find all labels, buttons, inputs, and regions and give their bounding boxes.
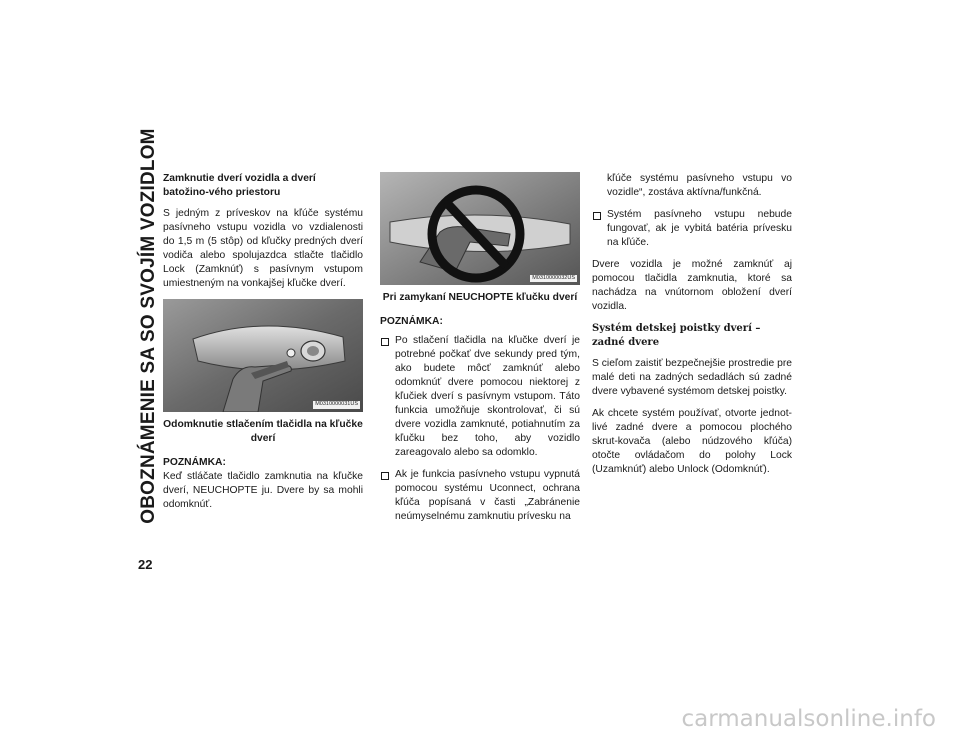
note-label: POZNÁMKA:	[163, 456, 226, 468]
note-bullet-list	[380, 334, 580, 524]
page-number: 22	[138, 557, 153, 572]
watermark: carmanualsonline.info	[681, 706, 936, 732]
door-handle-press-illustration	[163, 299, 363, 412]
figure-code: M0310000032US	[532, 274, 575, 281]
paragraph-child-lock-intro: S cieľom zaistiť bezpečnejšie prostredie pre malé deti na zadných sedadlách sú zadné dvere vybavené systémom detskej poistky.	[592, 358, 792, 398]
figure-code: M0310000031US	[315, 401, 358, 408]
section-heading-locking: Zamknutie dverí vozidla a dverí batožino-vého priestoru	[163, 173, 316, 198]
paragraph-child-lock-usage: Ak chcete systém používať, otvorte jednot-livé zadné dvere a pomocou plochého skrut-kovača (alebo núdzového kľúča) otočte ovládačom do polohy Lock (Uzamknúť) alebo Unlock (Odomknúť).	[592, 408, 792, 476]
list-item: Po stlačení tlačidla na kľučke dverí je potrebné počkať dve sekundy pred tým, ako budete môcť zamknúť alebo odomknúť dvere pomocou niektorej z kľučiek dverí s pasívnym vstupom. Táto funkcia umožňuje skontrolovať, či sú dvere vozidla zamknuté, potiahnutím za kľučku bez toho, aby vozidlo zareagovalo alebo sa odomklo.	[380, 334, 580, 460]
note-label: POZNÁMKA:	[380, 315, 443, 327]
column-1	[163, 172, 363, 520]
bullet-list	[592, 208, 792, 250]
section-side-title: OBOZNÁMENIE SA SO SVOJÍM VOZIDLOM	[138, 128, 159, 524]
section-heading-child-lock: Systém detskej poistky dverí – zadné dvere	[592, 323, 761, 348]
bullet-continuation: kľúče systému pasívneho vstupu vo vozidle“, zostáva aktívna/funkčná.	[607, 173, 792, 198]
list-item: Ak je funkcia pasívneho vstupu vypnutá pomocou systému Uconnect, ochrana kľúča popísaná v časti „Zabránenie neúmyselnému zamknutiu prívesku na	[380, 468, 580, 524]
list-item: Systém pasívneho vstupu nebude fungovať, ak je vybitá batéria prívesku na kľúče.	[592, 208, 792, 250]
note-text: Keď stláčate tlačidlo zamknutia na kľučke dverí, NEUCHOPTE ju. Dvere by sa mohli odomknúť.	[163, 470, 363, 510]
do-not-grab-handle-illustration	[380, 172, 580, 285]
column-2	[380, 172, 580, 532]
column-3	[592, 172, 792, 485]
figure-caption-2: Pri zamykaní NEUCHOPTE kľučku dverí	[382, 292, 578, 303]
paragraph-intro: S jedným z príveskov na kľúče systému pasívneho vstupu vozidla vo vzdialenosti do 1,5 m (5 stôp) od kľučky predných dverí vodiča alebo spolujazdca stlačte tlačidlo Lock (Zamknúť) s pasívnym vstupom umiestneným na vonkajšej kľučke dverí.	[163, 207, 363, 289]
figure-door-handle-press	[163, 299, 363, 412]
figure-caption-1: Odomknutie stlačením tlačidla na kľučke dverí	[163, 418, 363, 444]
paragraph-inner-lock: Dvere vozidla je možné zamknúť aj pomocou tlačidla zamknutia, ktoré sa nachádza na vnútornom obložení dverí vozidla.	[592, 259, 792, 312]
figure-do-not-grab-handle	[380, 172, 580, 285]
